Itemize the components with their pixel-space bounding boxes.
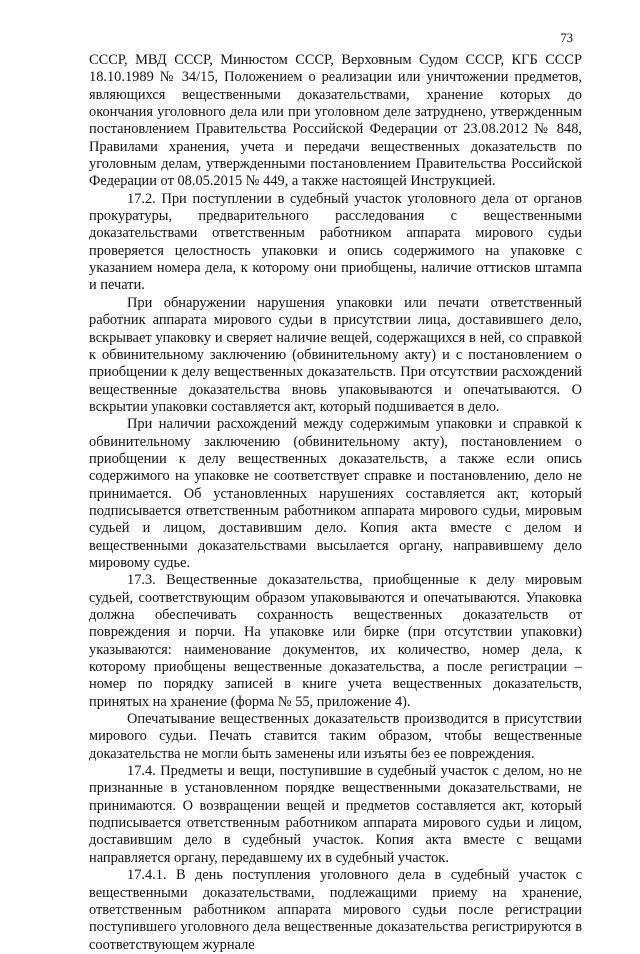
- paragraph-17-2: 17.2. При поступлении в судебный участок уголовного дела от органов прокуратуры, предварительного расследования с вещественными доказательствами ответственным работником аппарата мирового судьи проверяется целостность упаковки и опись содержимого на упаковке с указанием номера дела, к которому они приобщены, наличие оттисков штампа и печати.: [89, 190, 582, 294]
- paragraph-17-3: 17.3. Вещественные доказательства, приобщенные к делу мировым судьей, соответствующим образом упаковываются и опечатываются. Упаковка должна обеспечивать сохранность вещественных доказательств от повреждения и порчи. На упаковке или бирке (при отсутствии упаковки) указываются: наименование документов, их количество, номер дела, к которому приобщены вещественные доказательства, а после регистрации – номер по порядку записей в книге учета вещественных доказательств, принятых на хранение (форма № 55, приложение 4).: [89, 572, 582, 710]
- paragraph-continuation: СССР, МВД СССР, Минюстом СССР, Верховным Судом СССР, КГБ СССР 18.10.1989 № 34/15, Положением о реализации или уничтожении предметов, являющихся вещественными доказательствами, хранение которых до окончания уголовного дела или при уголовном деле затруднено, утвержденным постановлением Правительства Российской Федерации от 23.08.2012 № 848, Правилами хранения, учета и передачи вещественных доказательств по уголовным делам, утвержденными постановлением Правительства Российской Федерации от 08.05.2015 № 449, а также настоящей Инструкцией.: [89, 52, 582, 190]
- paragraph-sealing: Опечатывание вещественных доказательств производится в присутствии мирового судьи. Печать ставится таким образом, чтобы вещественные доказательства не могли быть заменены или изъяты без ее повреждения.: [89, 711, 582, 762]
- paragraph-packaging-damage: При обнаружении нарушения упаковки или печати ответственный работник аппарата мирового судьи в присутствии лица, доставившего дело, вскрывает упаковку и сверяет наличие вещей, содержащихся в ней, со справкой к обвинительному заключению (обвинительному акту) и с постановлением о приобщении к делу вещественных доказательств. При отсутствии расхождений вещественные доказательства вновь упаковываются и опечатываются. О вскрытии упаковки составляется акт, который подшивается в дело.: [89, 294, 582, 415]
- paragraph-discrepancy: При наличии расхождений между содержимым упаковки и справкой к обвинительному заключению (обвинительному акту), постановлением о приобщении к делу вещественных доказательств, а также если опись содержимого на упаковке не соответствует справке и постановлению, дело не принимается. Об установленных нарушениях составляется акт, который подписывается ответственным работником аппарата мирового судьи, мировым судьей и лицом, доставившим дело. Копия акта вместе с делом и вещественными доказательствами высылается органу, направившему дело мировому судье.: [89, 416, 582, 571]
- paragraph-17-4-1: 17.4.1. В день поступления уголовного дела в судебный участок с вещественными доказательствами, подлежащими приему на хранение, ответственным работником аппарата мирового судьи после регистрации поступившего уголовного дела вещественные доказательства регистрируются в соответствующем журнале: [89, 867, 582, 953]
- document-body: [89, 52, 582, 954]
- paragraph-17-4: 17.4. Предметы и вещи, поступившие в судебный участок с делом, но не признанные в установленном порядке вещественными доказательствами, не принимаются. О возвращении вещей и предметов составляется акт, который подписывается ответственным работником аппарата мирового судьи и лицом, доставившим дело в судебный участок. Копия акта вместе с вещами направляется органу, передавшему их в судебный участок.: [89, 763, 582, 866]
- page-number: 73: [560, 31, 573, 45]
